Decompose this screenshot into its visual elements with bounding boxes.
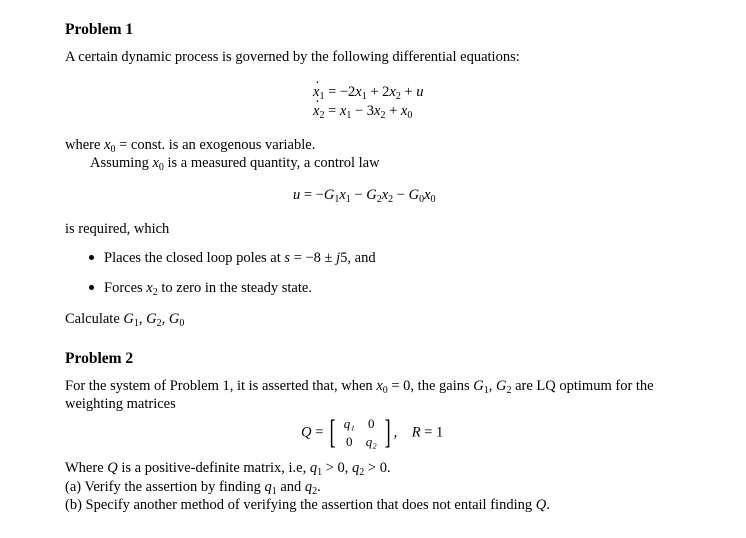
matrix-cell: 0 bbox=[368, 415, 375, 431]
part-a: (a) Verify the assertion by finding $q_1$ and $q_2$. bbox=[65, 479, 321, 497]
problem1-intro: A certain dynamic process is governed by the following differential equations: bbox=[65, 49, 520, 65]
part-b: (b) Specify another method of verifying the assertion that does not entail finding Q. bbox=[65, 497, 550, 513]
problem2-line2: weighting matrices bbox=[65, 396, 176, 412]
weighting-matrices: Q = [ q₁ 0 0 q₂ ] , R = 1 bbox=[301, 414, 444, 451]
equation-1: · $x_1 = -2x_1 + 2x_2 + u$ bbox=[313, 85, 424, 102]
q-matrix: [ q₁ 0 0 q₂ ] bbox=[329, 414, 392, 451]
required-line: is required, which bbox=[65, 221, 170, 237]
control-law: $u = -G_1x_1 - G_2x_2 - G_0x_0$ bbox=[293, 187, 436, 205]
where-q-line: Where Q is a positive-definite matrix, i.e, $q_1 > 0$, $q_2 > 0$. bbox=[65, 460, 391, 478]
bullet-icon bbox=[89, 255, 94, 260]
assuming-line: Assuming $x_0$ is a measured quantity, a control law bbox=[90, 155, 380, 173]
bullet-icon bbox=[89, 285, 94, 290]
where-x0-line: where $x_0$ = const. is an exogenous variable. bbox=[65, 137, 316, 155]
bullet-poles: Places the closed loop poles at s = −8 ± j5, and bbox=[89, 251, 376, 267]
equation-2: · $x_2 = x_1 - 3x_2 + x_0$ bbox=[313, 104, 412, 121]
bullet-steady-state: Forces $x_2$ to zero in the steady state. bbox=[89, 281, 312, 298]
problem2-title: Problem 2 bbox=[65, 350, 134, 367]
matrix-cell: 0 bbox=[346, 433, 353, 449]
matrix-cell: q₁ bbox=[343, 415, 355, 431]
matrix-cell: q₂ bbox=[365, 433, 377, 449]
calculate-line: Calculate $G_1$, $G_2$, $G_0$ bbox=[65, 311, 185, 329]
problem2-line1: For the system of Problem 1, it is asserted that, when $x_0 = 0$, the gains $G_1$, $G_2$ are LQ optimum for the bbox=[65, 378, 654, 396]
problem1-title: Problem 1 bbox=[65, 21, 134, 38]
